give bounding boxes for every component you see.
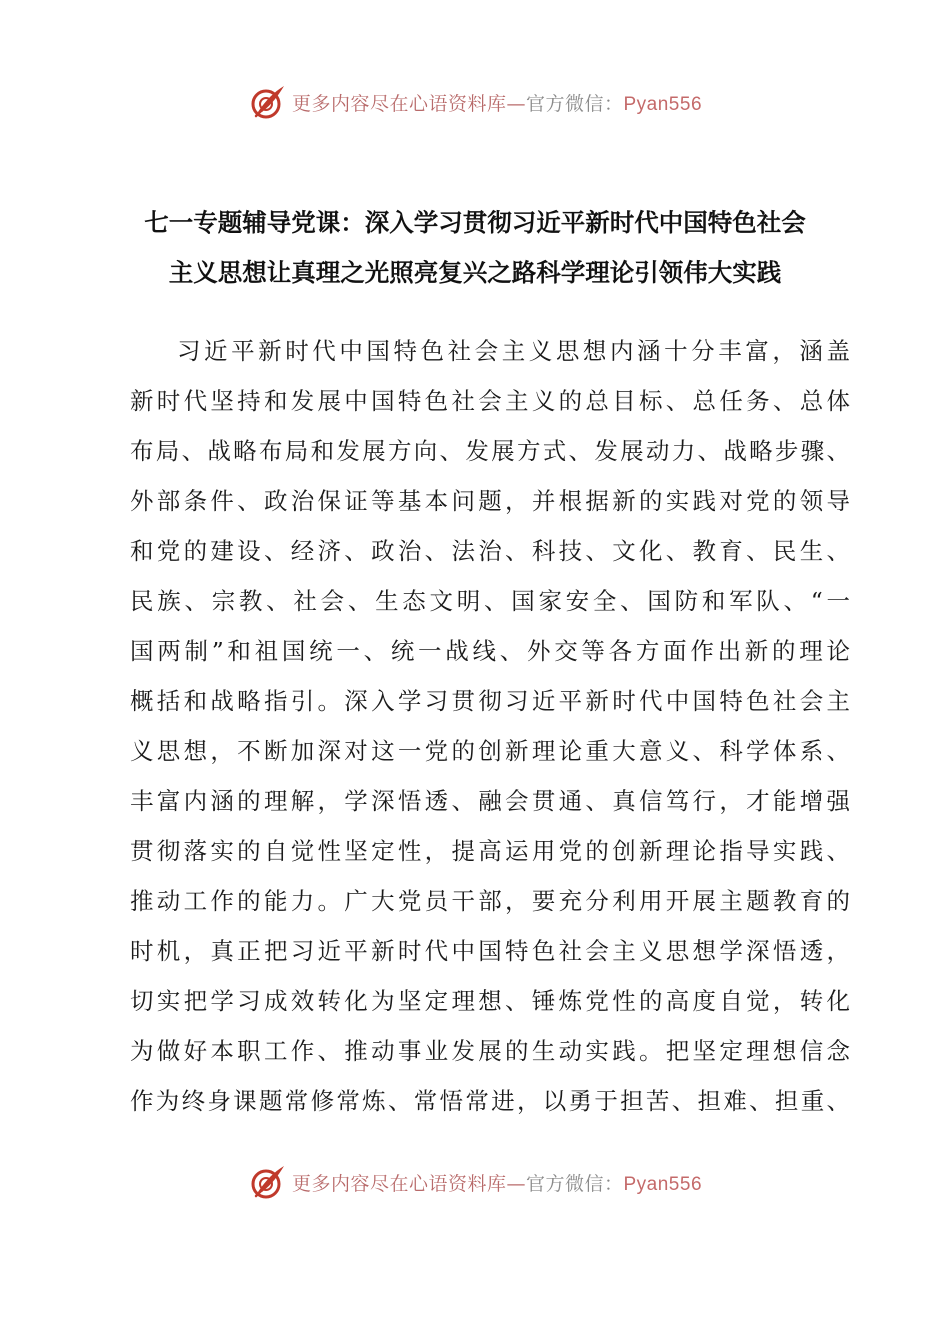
header-banner — [0, 80, 950, 124]
banner-wechat-id: Pyan556 — [623, 93, 703, 115]
body-line: 习近平新时代中国特色社会主义思想内涵十分丰富，涵盖 — [177, 337, 850, 365]
banner-official-label: 官方微信： — [525, 92, 624, 115]
footer-banner — [0, 1160, 950, 1204]
body-line: 贯彻落实的自觉性坚定性，提高运用党的创新理论指导实践、 — [130, 837, 850, 865]
banner-wechat-id: Pyan556 — [623, 1173, 703, 1195]
banner-separator: — — [506, 92, 526, 115]
body-line: 为做好本职工作、推动事业发展的生动实践。把坚定理想信念 — [130, 1037, 850, 1065]
body-line: 推动工作的能力。广大党员干部，要充分利用开展主题教育的 — [130, 887, 850, 915]
body-line: 切实把学习成效转化为坚定理想、锤炼党性的高度自觉，转化 — [130, 987, 850, 1015]
body-line: 时机，真正把习近平新时代中国特色社会主义思想学深悟透， — [130, 937, 850, 965]
body-line: 作为终身课题常修常炼、常悟常进，以勇于担苦、担难、担重、 — [130, 1087, 850, 1115]
banner-separator: — — [506, 1172, 526, 1195]
body-line: 新时代坚持和发展中国特色社会主义的总目标、总任务、总体 — [130, 387, 850, 415]
banner-main-text: 更多内容尽在心语资料库 — [291, 92, 507, 115]
title-line: 七一专题辅导党课：深入学习贯彻习近平新时代中国特色社会 — [144, 208, 806, 237]
body-line: 丰富内涵的理解，学深悟透、融会贯通、真信笃行，才能增强 — [130, 787, 850, 815]
document-body — [130, 326, 850, 1126]
body-line: 民族、宗教、社会、生态文明、国家安全、国防和军队、“一 — [130, 587, 850, 615]
banner-official-label: 官方微信： — [525, 1172, 624, 1195]
title-line: 主义思想让真理之光照亮复兴之路科学理论引领伟大实践 — [168, 258, 782, 287]
banner-main-text: 更多内容尽在心语资料库 — [291, 1172, 507, 1195]
body-line: 布局、战略布局和发展方向、发展方式、发展动力、战略步骤、 — [130, 437, 850, 465]
quill-seal-icon — [248, 82, 288, 122]
document-title — [100, 198, 850, 298]
body-line: 概括和战略指引。深入学习贯彻习近平新时代中国特色社会主 — [130, 687, 850, 715]
body-line: 国两制”和祖国统一、统一战线、外交等各方面作出新的理论 — [130, 637, 850, 665]
body-line: 和党的建设、经济、政治、法治、科技、文化、教育、民生、 — [130, 537, 850, 565]
quill-seal-icon — [248, 1162, 288, 1202]
body-line: 义思想，不断加深对这一党的创新理论重大意义、科学体系、 — [130, 737, 850, 765]
body-line: 外部条件、政治保证等基本问题，并根据新的实践对党的领导 — [130, 487, 850, 515]
